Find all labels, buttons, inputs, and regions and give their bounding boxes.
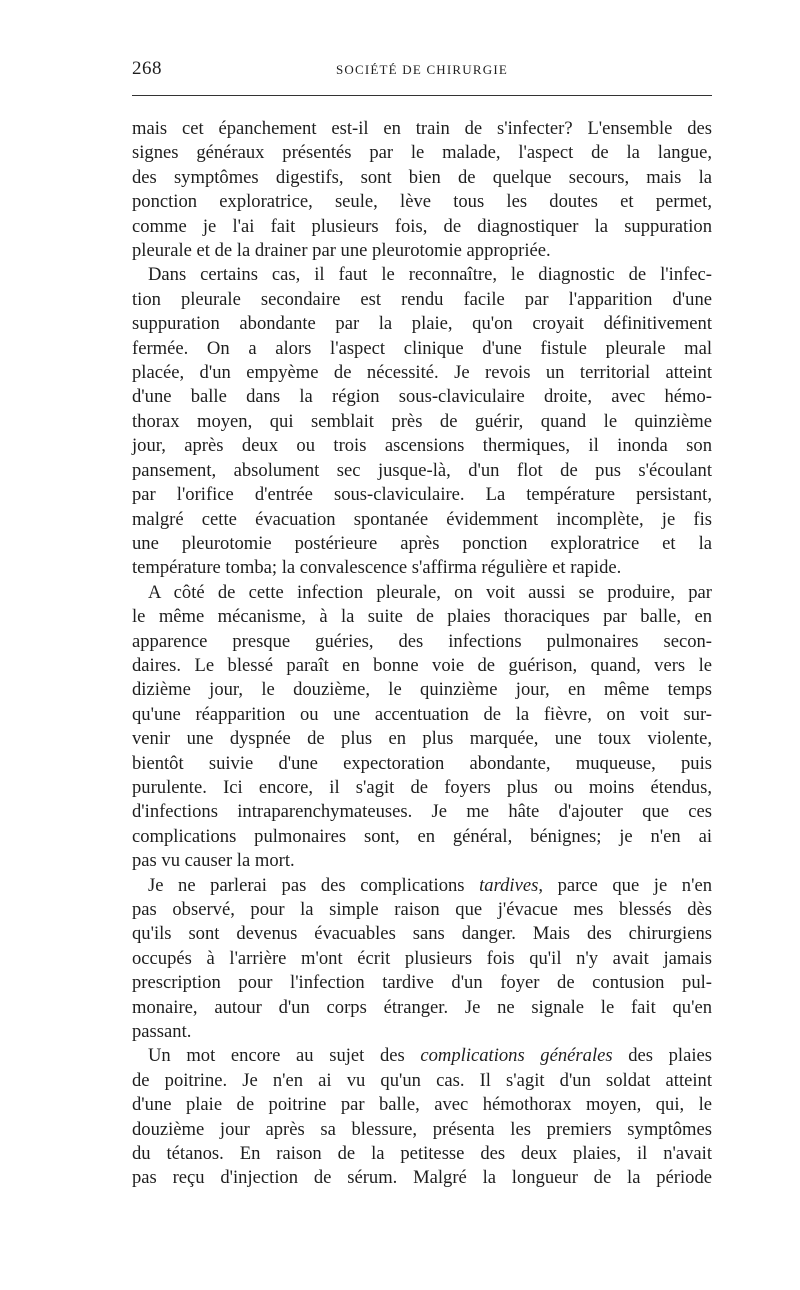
text-line: prescription pour l'infection tardive d'un foyer de contusion pul- — [132, 972, 712, 994]
text-line: signes généraux présentés par le malade, l'aspect de la langue, — [132, 142, 712, 164]
text-line: placée, d'un empyème de nécessité. Je revois un territorial atteint — [132, 362, 712, 384]
text-line: monaire, autour d'un corps étranger. Je ne signale le fait qu'en — [132, 996, 712, 1018]
text-line: venir une dyspnée de plus en plus marquée, une toux violente, — [132, 728, 712, 750]
text-line: mais cet épanchement est-il en train de s'infecter? L'ensemble des — [132, 118, 712, 139]
text-line: d'infections intraparenchymateuses. Je me hâte d'ajouter que ces — [132, 801, 712, 823]
paragraph — [132, 581, 712, 874]
text-line: pas reçu d'injection de sérum. Malgré la longueur de la période — [132, 1167, 712, 1189]
text-line: ponction exploratrice, seule, lève tous les doutes et permet, — [132, 191, 712, 213]
text-line: pas vu causer la mort. — [132, 850, 295, 872]
text-line: A côté de cette infection pleurale, on voit aussi se produire, par — [148, 581, 712, 603]
text-line: Un mot encore au sujet des complications générales des plaies — [148, 1045, 713, 1067]
text-line: qu'une réapparition ou une accentuation de la fièvre, on voit sur- — [132, 703, 712, 725]
text-line: apparence presque guéries, des infections pulmonaires secon- — [132, 630, 712, 652]
text-line: température tomba; la convalescence s'affirma régulière et rapide. — [132, 557, 622, 579]
text-line: Je ne parlerai pas des complications tardives, parce que je n'en — [148, 874, 712, 896]
text-line: douzième jour après sa blessure, présenta les premiers symptômes — [132, 1118, 712, 1140]
body-text — [132, 117, 712, 1191]
text-line: pleurale et de la drainer par une pleurotomie appropriée. — [132, 240, 551, 262]
text-line: bientôt suivie d'une expectoration abondante, muqueuse, puis — [132, 752, 712, 774]
text-line: occupés à l'arrière m'ont écrit plusieurs fois qu'il n'y avait jamais — [132, 947, 712, 969]
text-line: fermée. On a alors l'aspect clinique d'une fistule pleurale mal — [132, 337, 712, 359]
paragraph — [132, 1044, 712, 1190]
paragraph — [132, 117, 712, 263]
paragraph — [132, 874, 712, 1045]
text-line: qu'ils sont devenus évacuables sans danger. Mais des chirurgiens — [132, 923, 712, 945]
text-line: tion pleurale secondaire est rendu facile par l'apparition d'une — [132, 288, 712, 310]
text-line: du tétanos. En raison de la petitesse des deux plaies, il n'avait — [132, 1143, 712, 1165]
page-header — [132, 58, 712, 82]
text-line: par l'orifice d'entrée sous-claviculaire. La température persistant, — [132, 484, 712, 506]
text-line: de poitrine. Je n'en ai vu qu'un cas. Il s'agit d'un soldat atteint — [132, 1069, 712, 1091]
text-line: d'une balle dans la région sous-claviculaire droite, avec hémo- — [132, 386, 712, 408]
text-line: malgré cette évacuation spontanée évidemment incomplète, je fis — [132, 508, 712, 530]
page-number: 268 — [132, 58, 162, 79]
text-line: jour, après deux ou trois ascensions thermiques, il inonda son — [132, 435, 712, 457]
text-line: pas observé, pour la simple raison que j'évacue mes blessés dès — [132, 899, 712, 920]
text-line: passant. — [132, 1021, 192, 1043]
text-line: pansement, absolument sec jusque-là, d'un flot de pus s'écoulant — [132, 459, 712, 481]
text-line: Dans certains cas, il faut le reconnaître, le diagnostic de l'infec- — [148, 264, 712, 286]
text-line: daires. Le blessé paraît en bonne voie de guérison, quand, vers le — [132, 654, 712, 676]
text-line: comme je l'ai fait plusieurs fois, de diagnostiquer la suppuration — [132, 215, 712, 237]
header-rule — [132, 95, 712, 96]
text-line: dizième jour, le douzième, le quinzième jour, en même temps — [132, 679, 712, 701]
italic-text: complications générales — [420, 1045, 613, 1067]
text-line: des symptômes digestifs, sont bien de quelque secours, mais la — [132, 166, 712, 188]
italic-text: tardives — [479, 874, 539, 896]
text-line: suppuration abondante par la plaie, qu'on croyait définitivement — [132, 313, 712, 335]
text-line: le même mécanisme, à la suite de plaies thoraciques par balle, en — [132, 606, 712, 628]
paragraph — [132, 263, 712, 580]
text-line: thorax moyen, qui semblait près de guérir, quand le quinzième — [132, 410, 712, 432]
running-title: SOCIÉTÉ DE CHIRURGIE — [335, 62, 509, 77]
text-line: purulente. Ici encore, il s'agit de foyers plus ou moins étendus, — [132, 776, 712, 798]
text-line: d'une plaie de poitrine par balle, avec hémothorax moyen, qui, le — [132, 1094, 712, 1116]
text-line: une pleurotomie postérieure après ponction exploratrice et la — [132, 532, 712, 554]
text-line: complications pulmonaires sont, en général, bénignes; je n'en ai — [132, 825, 712, 847]
